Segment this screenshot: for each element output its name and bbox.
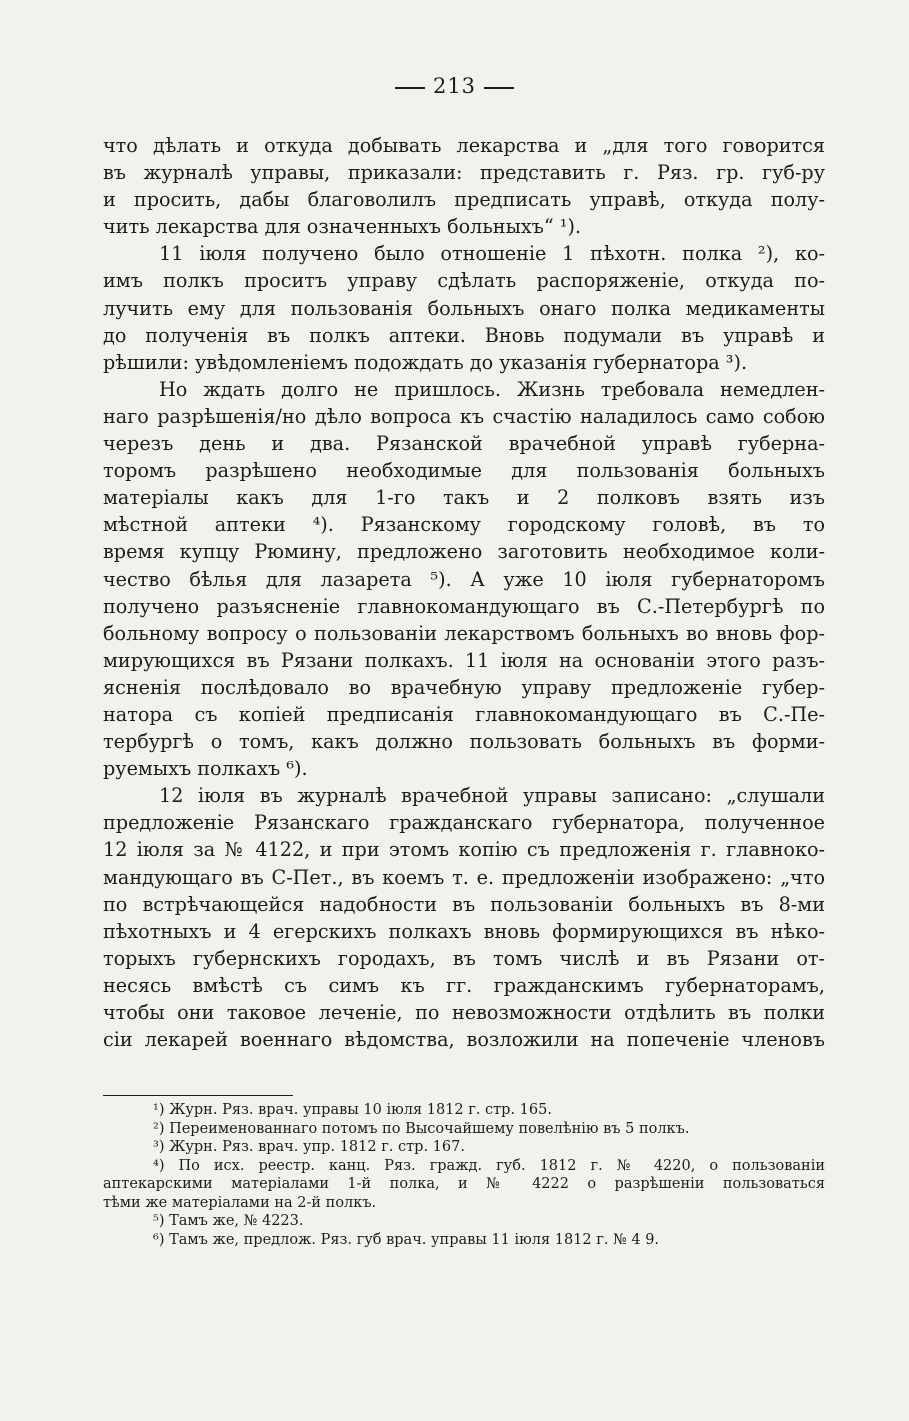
text-line: чтобы они таковое леченіе, по невозможности отдѣлить въ полки	[103, 1001, 825, 1024]
text-line: торыхъ губернскихъ городахъ, въ томъ числѣ и въ Рязани от-	[103, 946, 825, 970]
text-line: рѣшили: увѣдомленіемъ подождать до указанія губернатора ³).	[103, 350, 748, 374]
page-number: 213	[432, 74, 477, 98]
text-line: 11 іюля получено было отношеніе 1 пѣхотн. полка ²), ко-	[159, 242, 825, 266]
text-line: Но ждать долго не пришлось. Жизнь требовала немедлен-	[159, 377, 825, 401]
footnotes	[103, 1101, 825, 1249]
text-line: имъ полкъ проситъ управу сдѣлать распоряженіе, откуда по-	[103, 269, 825, 293]
text-line: мирующихся въ Рязани полкахъ. 11 іюля на основаніи этого разъ-	[103, 648, 825, 672]
left-dash	[395, 87, 425, 89]
text-line: 12 іюля въ журналѣ врачебной управы записано: „слушали	[159, 784, 825, 808]
text-line: руемыхъ полкахъ ⁶).	[103, 757, 308, 781]
text-line: чество бѣлья для лазарета ⁵). А уже 10 іюля губернаторомъ	[103, 567, 825, 591]
text-line: матеріалы какъ для 1-го такъ и 2 полковъ взять изъ	[103, 486, 825, 510]
footnote-line: ¹) Журн. Ряз. врач. управы 10 іюля 1812 г. стр. 165.	[153, 1102, 552, 1118]
text-line: несясь вмѣстѣ съ симъ къ гг. гражданскимъ губернаторамъ,	[103, 973, 825, 997]
footnote-line: ⁶) Тамъ же, предлож. Ряз. губ врач. управы 11 іюля 1812 г. № 4 9.	[153, 1231, 660, 1248]
main-text	[103, 132, 825, 1053]
text-line: натора съ копіей предписанія главнокомандующаго въ С.-Пе-	[103, 702, 825, 726]
footnote-line: аптекарскими матеріалами 1-й полка, и № 4222 о разрѣшеніи пользоваться	[103, 1176, 825, 1192]
footnote-divider	[103, 1095, 293, 1096]
text-line: чить лекарства для означенныхъ больныхъ“ ¹).	[103, 215, 582, 239]
footnote-line: ⁴) По исх. реестр. канц. Ряз. гражд. губ. 1812 г. № 4220, о пользованіи	[153, 1157, 825, 1174]
text-line: до полученія въ полкъ аптеки. Вновь подумали въ управѣ и	[103, 323, 825, 347]
footnote-line: ³) Журн. Ряз. врач. упр. 1812 г. стр. 167.	[153, 1139, 465, 1155]
text-line: въ журналѣ управы, приказали: представить г. Ряз. гр. губ-ру	[103, 161, 825, 185]
text-line: наго разрѣшенія/но дѣло вопроса къ счастію наладилось само собою	[103, 404, 825, 428]
text-line: предложеніе Рязанскаго гражданскаго губернатора, полученное	[103, 811, 825, 835]
page-number-header	[0, 74, 909, 98]
text-line: торомъ разрѣшено необходимые для пользованія больныхъ	[103, 459, 825, 483]
text-line: мандующаго въ С-Пет., въ коемъ т. е. предложеніи изображено: „что	[103, 865, 825, 889]
footnote-line: ⁵) Тамъ же, № 4223.	[153, 1213, 304, 1229]
text-line: сіи лекарей военнаго вѣдомства, возложили на попеченіе членовъ	[103, 1028, 825, 1052]
text-line: тербургѣ о томъ, какъ должно пользовать больныхъ въ форми-	[103, 730, 825, 754]
text-line: время купцу Рюмину, предложено заготовить необходимое коли-	[103, 540, 825, 564]
text-line: 12 іюля за № 4122, и при этомъ копію съ предложенія г. главноко-	[103, 838, 825, 862]
right-dash	[484, 87, 514, 89]
footnote-line: ²) Переименованнаго потомъ по Высочайшему повелѣнію въ 5 полкъ.	[153, 1120, 690, 1137]
text-line: лучить ему для пользованія больныхъ онаго полка медикаменты	[103, 296, 825, 320]
text-line: ясненія послѣдовало во врачебную управу предложеніе губер-	[103, 675, 825, 699]
text-line: мѣстной аптеки ⁴). Рязанскому городскому головѣ, въ то	[103, 513, 825, 537]
text-line: больному вопросу о пользованіи лекарствомъ больныхъ во вновь фор-	[103, 621, 825, 645]
text-line: получено разъясненіе главнокомандующаго въ С.-Петербургѣ по	[103, 594, 825, 618]
footnote-line: тѣми же матеріалами на 2-й полкъ.	[103, 1194, 377, 1211]
text-line: по встрѣчающейся надобности въ пользованіи больныхъ въ 8-ми	[103, 892, 825, 916]
text-line: пѣхотныхъ и 4 егерскихъ полкахъ вновь формирующихся въ нѣко-	[103, 919, 825, 943]
text-line: и просить, дабы благоволилъ предписать управѣ, откуда полу-	[103, 188, 825, 212]
text-line: что дѣлать и откуда добывать лекарства и „для того говорится	[103, 134, 825, 157]
text-line: черезъ день и два. Рязанской врачебной управѣ губерна-	[103, 432, 825, 456]
